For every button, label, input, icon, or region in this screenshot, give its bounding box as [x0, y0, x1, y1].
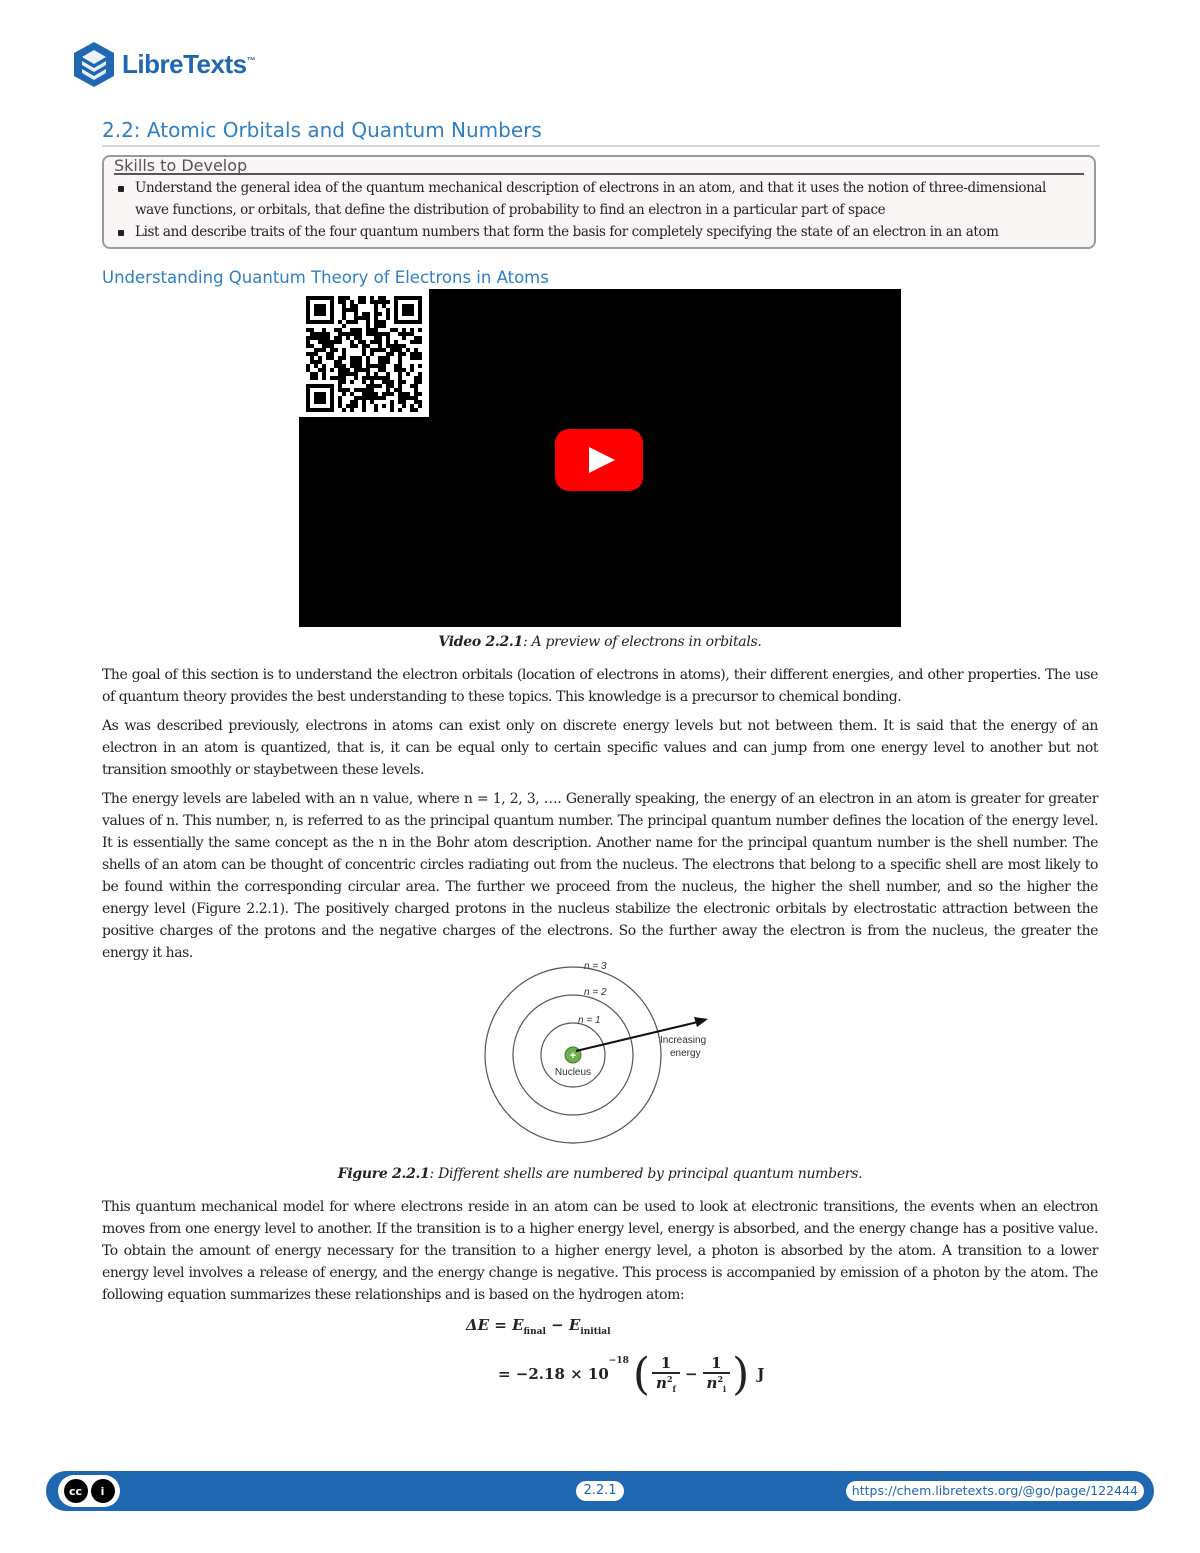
- nucleus-plus: +: [569, 1050, 577, 1062]
- arrow-head-icon: [694, 1017, 708, 1027]
- nucleus-label: Nucleus: [554, 1067, 592, 1078]
- page-footer: [46, 1471, 1154, 1511]
- energy-label: energy: [670, 1048, 701, 1059]
- n1-label: n = 1: [578, 1015, 601, 1026]
- skills-title: Skills to Develop: [114, 156, 248, 175]
- skills-divider: [114, 173, 1084, 175]
- n2-label: n = 2: [584, 987, 607, 998]
- page-title: 2.2: Atomic Orbitals and Quantum Numbers: [102, 118, 1100, 147]
- increasing-label: Increasing: [660, 1035, 707, 1046]
- logo-text: LibreTexts™: [122, 48, 256, 79]
- section-heading: Understanding Quantum Theory of Electrons in Atoms: [102, 268, 549, 287]
- libretexts-logo[interactable]: [72, 40, 255, 88]
- list-item: List and describe traits of the four quantum numbers that form the basis for completely specifying the state of an electron in an atom: [116, 221, 1082, 243]
- equation-line-1: $\Delta E = E_{final} - E_{initial}$: [466, 1316, 611, 1337]
- paragraph-intro: The goal of this section is to understand the electron orbitals (location of electrons in atoms), their different energies, and other properties. The use of quantum theory provides the best understanding to these topics. This knowledge is a precursor to chemical bonding.: [102, 667, 1098, 705]
- paragraph-quantized: As was described previously, electrons in atoms can exist only on discrete energy levels but not between them. It is said that the energy of an electron in an atom is quantized, that is, it can be equal only to certain specific values and can jump from one energy level to another but not transition smoothly or staybetween these levels.: [102, 718, 1098, 778]
- shell-diagram: [480, 955, 740, 1155]
- attribution-icon: i: [91, 1479, 115, 1503]
- qr-code-icon: [299, 289, 429, 417]
- page-number: 2.2.1: [576, 1481, 624, 1501]
- skills-box: [102, 155, 1096, 249]
- figure-caption: Figure 2.2.1: Different shells are numbered by principal quantum numbers.: [337, 1166, 863, 1182]
- video-caption: Video 2.2.1: A preview of electrons in orbitals.: [438, 634, 762, 650]
- equation-line-2: = −2.18 × 10 $^{-18}$ ( 1 $n^2_f$ − $\frac{1}{n^2_i}$ ) J: [498, 1348, 765, 1400]
- paragraph-transitions: This quantum mechanical model for where electrons reside in an atom can be used to look at electronic transitions, the events when an electron moves from one energy level to another. If the transition is to a higher energy level, energy is absorbed, and the energy change has a positive value. To obtain the amount of energy necessary for the transition to a higher energy level, a photon is absorbed by the atom. A transition to a lower energy level involves a release of energy, and the energy change is negative. This process is accompanied by emission of a photon by the atom. The following equation summarizes these relationships and is based on the hydrogen atom:: [102, 1199, 1098, 1303]
- cc-license-badge[interactable]: [58, 1475, 120, 1507]
- list-item: Understand the general idea of the quantum mechanical description of electrons in an atom, and that it uses the notion of three-dimensional wave functions, or orbitals, that define the distribution of probability to find an electron in a particular part of space: [116, 177, 1082, 221]
- libretexts-cube-icon: [72, 40, 116, 88]
- play-button[interactable]: [555, 429, 643, 491]
- page-url-link[interactable]: https://chem.libretexts.org/@go/page/122444: [846, 1481, 1144, 1501]
- qr-code: [299, 289, 429, 417]
- n3-label: n = 3: [584, 961, 607, 972]
- skills-list: [116, 177, 1082, 243]
- cc-icon: cc: [64, 1479, 88, 1503]
- paragraph-energy-levels: The energy levels are labeled with an n value, where n = 1, 2, 3, …. Generally speaking, the energy of an electron in an atom is greater for greater values of n. This number, n, is referred to as the principal quantum number. The principal quantum number defines the location of the energy level. It is essentially the same concept as the n in the Bohr atom description. Another name for the principal quantum number is the shell number. The shells of an atom can be thought of concentric circles radiating out from the nucleus. The electrons that belong to a specific shell are most likely to be found within the corresponding circular area. The further we proceed from the nucleus, the higher the shell number, and so the higher the energy level (Figure 2.2.1). The positively charged protons in the nucleus stabilize the electronic orbitals by electrostatic attraction between the positive charges of the protons and the negative charges of the electrons. So the further away the electron is from the nucleus, the greater the energy it has.: [102, 791, 1098, 961]
- video-player[interactable]: [299, 289, 901, 627]
